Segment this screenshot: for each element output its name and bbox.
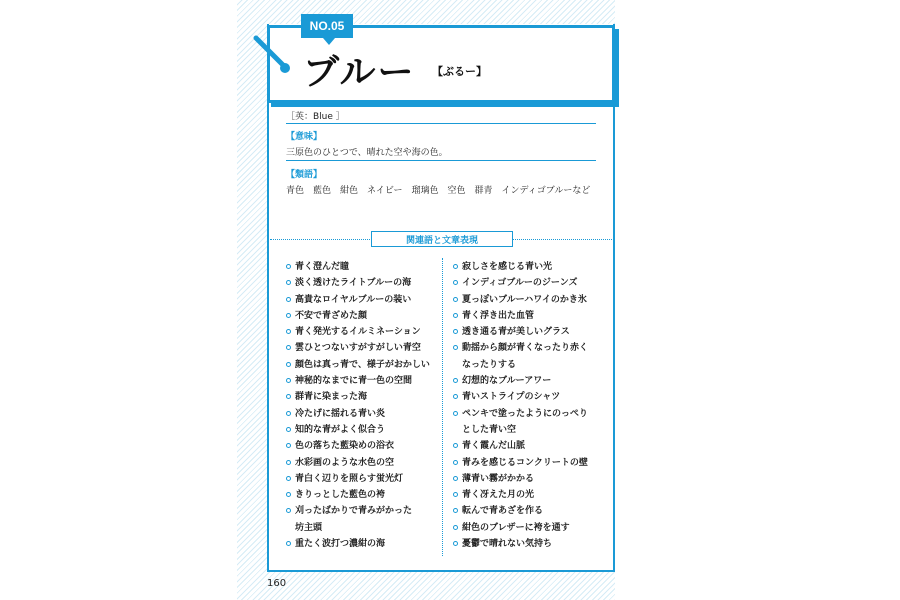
bullet-icon [286, 280, 291, 285]
list-item-text: 青みを感じるコンクリートの壁 [462, 457, 588, 468]
pin-icon [248, 32, 296, 80]
bullet-icon [453, 264, 458, 269]
list-item-text: 青く冴えた月の光 [462, 490, 535, 501]
bullet-icon [286, 264, 291, 269]
list-item-text: 色の落ちた藍染めの浴衣 [295, 441, 395, 452]
bullet-icon [453, 345, 458, 350]
divider-line [286, 160, 596, 161]
list-item [286, 373, 436, 389]
bullet-icon [286, 362, 291, 367]
bullet-icon [286, 460, 291, 465]
list-item [453, 471, 603, 487]
synonyms-text: 青色 藍色 紺色 ネイビー 瑠璃色 空色 群青 インディゴブルーなど [286, 186, 591, 196]
bullet-icon [453, 460, 458, 465]
list-item-text: なったりする [462, 359, 517, 370]
list-item [286, 406, 436, 422]
list-item-text: 寂しさを感じる青い光 [462, 262, 553, 272]
list-item [453, 487, 603, 503]
related-heading: 関連語と文章表現 [371, 231, 513, 247]
bullet-icon [286, 476, 291, 481]
bullet-icon [286, 427, 291, 432]
list-item-text: 雲ひとつないすがすがしい青空 [295, 343, 421, 354]
list-item-text: 青いストライプのシャツ [462, 392, 561, 403]
list-item-text: 青く発光するイルミネーション [295, 327, 421, 338]
list-item-text: 青く霞んだ山脈 [462, 441, 526, 452]
related-list-right [453, 259, 603, 552]
list-item [453, 340, 603, 356]
column-divider [442, 258, 443, 556]
list-item-text: 透き通る青が美しいグラス [462, 327, 570, 338]
list-item-text: 高貴なロイヤルブルーの装い [295, 294, 412, 305]
list-item [286, 259, 436, 275]
list-item-text: 青く澄んだ瞳 [295, 262, 350, 272]
bullet-icon [286, 492, 291, 497]
list-item [286, 357, 436, 373]
list-item [286, 471, 436, 487]
meaning-label: 【意味】 [286, 132, 323, 142]
list-item [453, 292, 603, 308]
divider-line [286, 123, 596, 124]
list-item-text: 青く浮き出た血管 [462, 310, 535, 321]
list-item-text: 紺色のブレザーに袴を通す [462, 522, 570, 533]
list-item [286, 324, 436, 340]
related-list-left [286, 259, 436, 552]
list-item [453, 406, 603, 422]
list-item-text: 冷たげに揺れる青い炎 [295, 408, 386, 419]
bullet-icon [453, 525, 458, 530]
list-item-text: とした青い空 [462, 424, 517, 435]
list-item-text: ペンキで塗ったようにのっぺり [462, 408, 588, 419]
list-item [453, 455, 603, 471]
list-item [453, 357, 603, 373]
bullet-icon [453, 541, 458, 546]
list-item [286, 389, 436, 405]
entry-reading: 【ぶるー】 [432, 65, 487, 78]
list-item-text: 群青に染まった海 [295, 392, 368, 403]
english-translation: ［英：Blue ］ [286, 112, 345, 122]
list-item-text: 顔色は真っ青で、様子がおかしい [295, 359, 430, 370]
bullet-icon [286, 329, 291, 334]
page-number: 160 [267, 578, 287, 589]
list-item [453, 536, 603, 552]
bullet-icon [453, 508, 458, 513]
bullet-icon [453, 476, 458, 481]
bullet-icon [453, 411, 458, 416]
bullet-icon [286, 345, 291, 350]
list-item-text: 淡く透けたライトブルーの海 [295, 278, 412, 289]
list-item [286, 487, 436, 503]
bullet-icon [286, 508, 291, 513]
list-item-text: 薄青い霧がかかる [462, 473, 535, 484]
list-item-text: きりっとした藍色の袴 [295, 490, 386, 501]
bullet-icon [286, 313, 291, 318]
list-item [286, 536, 436, 552]
list-item-text: 転んで青あざを作る [462, 506, 544, 517]
list-item-text: 神秘的なまでに青一色の空間 [295, 376, 413, 387]
list-item-text: 重たく波打つ濃紺の海 [295, 539, 386, 550]
list-item-text: 夏っぽいブルーハワイのかき氷 [462, 294, 587, 305]
meaning-text: 三原色のひとつで、晴れた空や海の色。 [286, 148, 448, 158]
list-item [286, 292, 436, 308]
list-item [286, 455, 436, 471]
list-item-text: 坊主頭 [295, 522, 323, 533]
list-item [286, 520, 436, 536]
bullet-icon [453, 443, 458, 448]
bullet-icon [453, 313, 458, 318]
list-item [286, 275, 436, 291]
list-item [286, 422, 436, 438]
list-item [453, 308, 603, 324]
bullet-icon [453, 492, 458, 497]
entry-number-tag: NO.05 [301, 14, 353, 38]
bullet-icon [453, 280, 458, 285]
list-item [453, 438, 603, 454]
list-item [453, 324, 603, 340]
list-item-text: 不安で青ざめた顔 [295, 310, 368, 321]
list-item-text: 刈ったばかりで青みがかった [295, 506, 413, 517]
entry-title: ブルー [303, 51, 416, 93]
list-item-text: 知的な青がよく似合う [295, 424, 386, 435]
bullet-icon [453, 378, 458, 383]
bullet-icon [286, 541, 291, 546]
bullet-icon [286, 394, 291, 399]
bullet-icon [453, 394, 458, 399]
list-item-text: 動揺から顔が青くなったり赤く [462, 343, 589, 354]
list-item [286, 438, 436, 454]
list-item [453, 259, 603, 275]
list-item-text: 憂鬱で晴れない気持ち [462, 539, 553, 550]
list-item [453, 389, 603, 405]
list-item [453, 275, 603, 291]
list-item-text: 青白く辺りを照らす蛍光灯 [295, 473, 404, 484]
list-item-text: 水彩画のような水色の空 [295, 457, 395, 468]
synonyms-label: 【類語】 [286, 170, 323, 180]
list-item [453, 373, 603, 389]
list-item-text: 幻想的なブルーアワー [462, 376, 552, 387]
bullet-icon [286, 297, 291, 302]
bullet-icon [286, 378, 291, 383]
bullet-icon [453, 329, 458, 334]
list-item-text: インディゴブルーのジーンズ [462, 278, 578, 289]
list-item [453, 520, 603, 536]
bullet-icon [286, 411, 291, 416]
list-item [286, 503, 436, 519]
list-item [453, 422, 603, 438]
list-item [286, 308, 436, 324]
list-item [453, 503, 603, 519]
bullet-icon [453, 297, 458, 302]
bullet-icon [286, 443, 291, 448]
list-item [286, 340, 436, 356]
